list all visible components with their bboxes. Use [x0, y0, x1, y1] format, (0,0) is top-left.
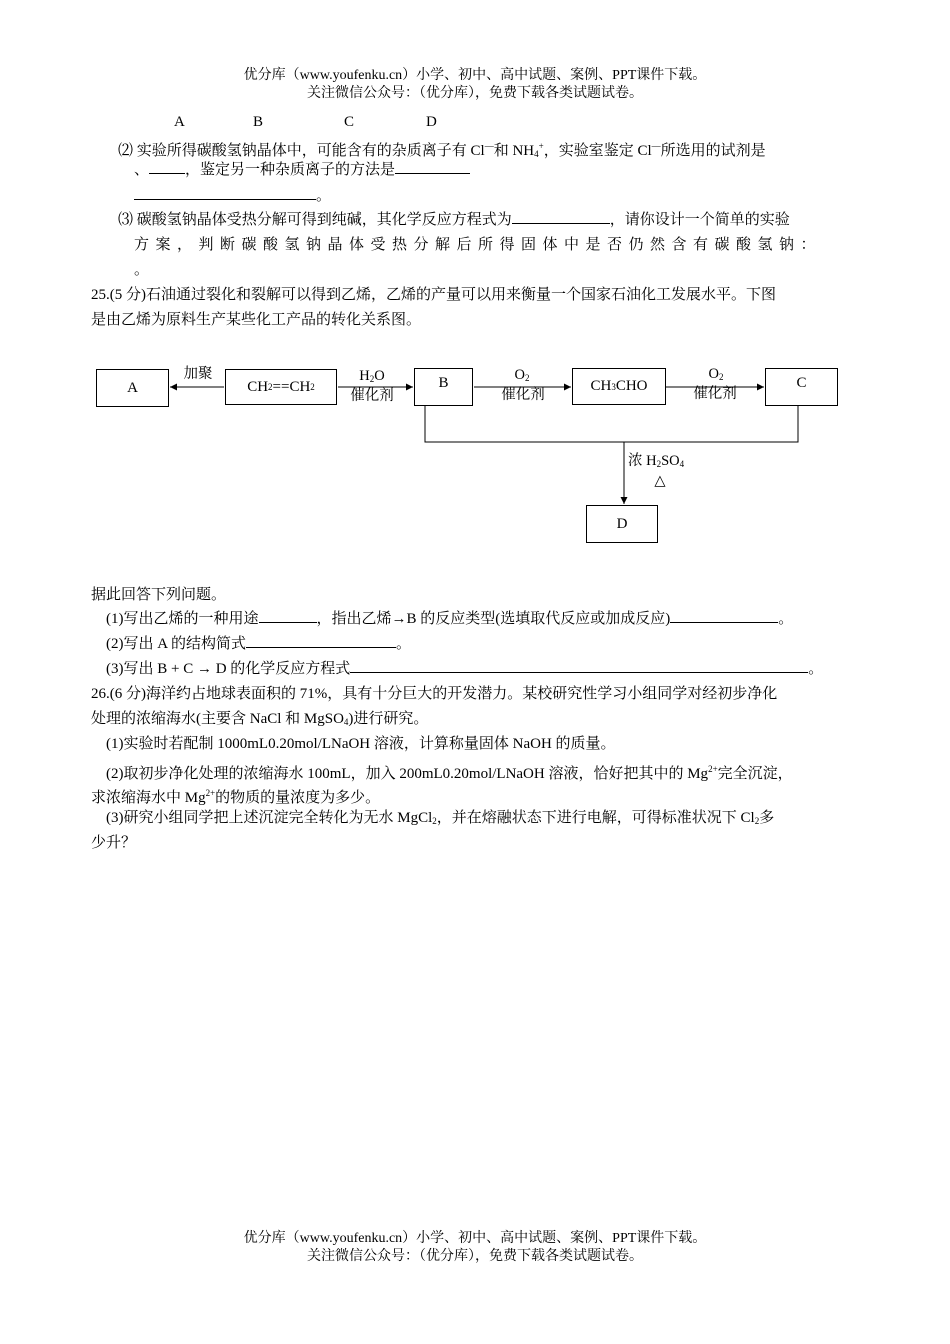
box-c: C — [765, 368, 838, 406]
q25-question-3: (3)写出 B + C → D 的化学反应方程式 。 — [106, 657, 823, 681]
q24-part2-line2: 、 ，鉴定另一种杂质离子的方法是 — [134, 158, 470, 182]
q26-intro-line1: 26.(6 分)海洋约占地球表面积的 71%，具有十分巨大的开发潜力。某校研究性学习小组同学对经初步净化 — [91, 686, 778, 702]
q24-part3-end: 。 — [134, 262, 150, 278]
q26-intro-line2: 处理的浓缩海水(主要含 NaCl 和 MgSO$_4$)进行研究。 — [91, 711, 429, 727]
q25-intro-line1: 25.(5 分)石油通过裂化和裂解可以得到乙烯，乙烯的产量可以用来衡量一个国家石油化工发展水平。下图 — [91, 287, 776, 303]
q24-part3-line2: 方案，判断碳酸氢钠晶体受热分解后所得固体中是否仍然含有碳酸氢钠： — [134, 237, 823, 253]
page-footer-line-2: 关注微信公众号：（优分库），免费下载各类试题试卷。 — [307, 1249, 643, 1264]
q25-answer-intro: 据此回答下列问题。 — [91, 587, 227, 603]
box-ch3cho: CH 3 CHO — [572, 368, 666, 405]
q24-part3-line1: ⑶ 碳酸氢钠晶体受热分解可得到纯碱，其化学反应方程式为 ，请你设计一个简单的实验 — [118, 208, 790, 232]
box-d: D — [586, 505, 658, 543]
q25-intro-line2: 是由乙烯为原料生产某些化工产品的转化关系图。 — [91, 312, 422, 328]
q24-part2-line1: ⑵ 实验所得碳酸氢钠晶体中，可能含有的杂质离子有 Cl—和 $NH_4^+$，实验室鉴定 Cl—所选用的试剂是 — [118, 141, 766, 159]
label-catalyst-2: 催化剂 — [501, 387, 545, 403]
q26-question-1: (1)实验时若配制 1000mL0.20mol/LNaOH 溶液，计算称量固体 NaOH 的质量。 — [106, 736, 616, 752]
page-header-line-1: 优分库（www.youfenku.cn）小学、初中、高中试题、案例、PPT课件下载。 — [243, 68, 707, 83]
page-footer-line-1: 优分库（www.youfenku.cn）小学、初中、高中试题、案例、PPT课件下载。 — [243, 1231, 707, 1246]
label-conc-sulfuric-acid: 浓 $H_2SO_4$ — [628, 453, 685, 469]
q26-question-2-line2: 求浓缩海水中 $Mg^{2+}$的物质的量浓度为多少。 — [91, 788, 381, 806]
label-catalyst-1: 催化剂 — [350, 388, 394, 404]
q25-question-1: (1)写出乙烯的一种用途 ，指出乙烯→B 的反应类型(选填取代反应或加成反应) 。 — [106, 607, 793, 631]
diagram-lines — [0, 0, 950, 560]
box-a: A — [96, 369, 169, 407]
label-catalyst-3: 催化剂 — [693, 386, 737, 402]
answer-blank[interactable] — [246, 633, 396, 648]
connector-b-c — [425, 406, 798, 442]
box-b: B — [414, 368, 473, 406]
option-d: D — [426, 114, 437, 130]
page-header-line-2: 关注微信公众号：（优分库），免费下载各类试题试卷。 — [307, 86, 643, 101]
answer-blank[interactable] — [670, 608, 778, 623]
option-b: B — [253, 114, 264, 130]
label-heat: △ — [654, 473, 666, 489]
q24-part2-line3: 。 — [134, 184, 331, 208]
label-polymerization: 加聚 — [183, 366, 213, 382]
q26-question-3-line2: 少升？ — [91, 835, 137, 851]
answer-blank[interactable] — [350, 658, 808, 673]
label-o2-2: $O_2$ — [708, 366, 724, 382]
q26-question-3-line1: (3)研究小组同学把上述沉淀完全转化为无水 MgCl$_2$，并在熔融状态下进行电解，可得标准状况下 $Cl_2$多 — [106, 810, 775, 826]
option-c: C — [344, 114, 355, 130]
option-a: A — [174, 114, 185, 130]
q25-question-2: (2)写出 A 的结构简式 。 — [106, 632, 411, 656]
label-h2o: $H_2O$ — [359, 368, 385, 384]
q26-question-2-line1: (2)取初步净化处理的浓缩海水 100mL，加入 200mL0.20mol/LNaOH 溶液，恰好把其中的 $Mg^{2+}$完全沉淀， — [106, 764, 793, 782]
answer-blank[interactable] — [259, 608, 317, 623]
box-ethylene: CH 2 ==CH 2 — [225, 369, 337, 405]
label-o2-1: $O_2$ — [514, 367, 530, 383]
